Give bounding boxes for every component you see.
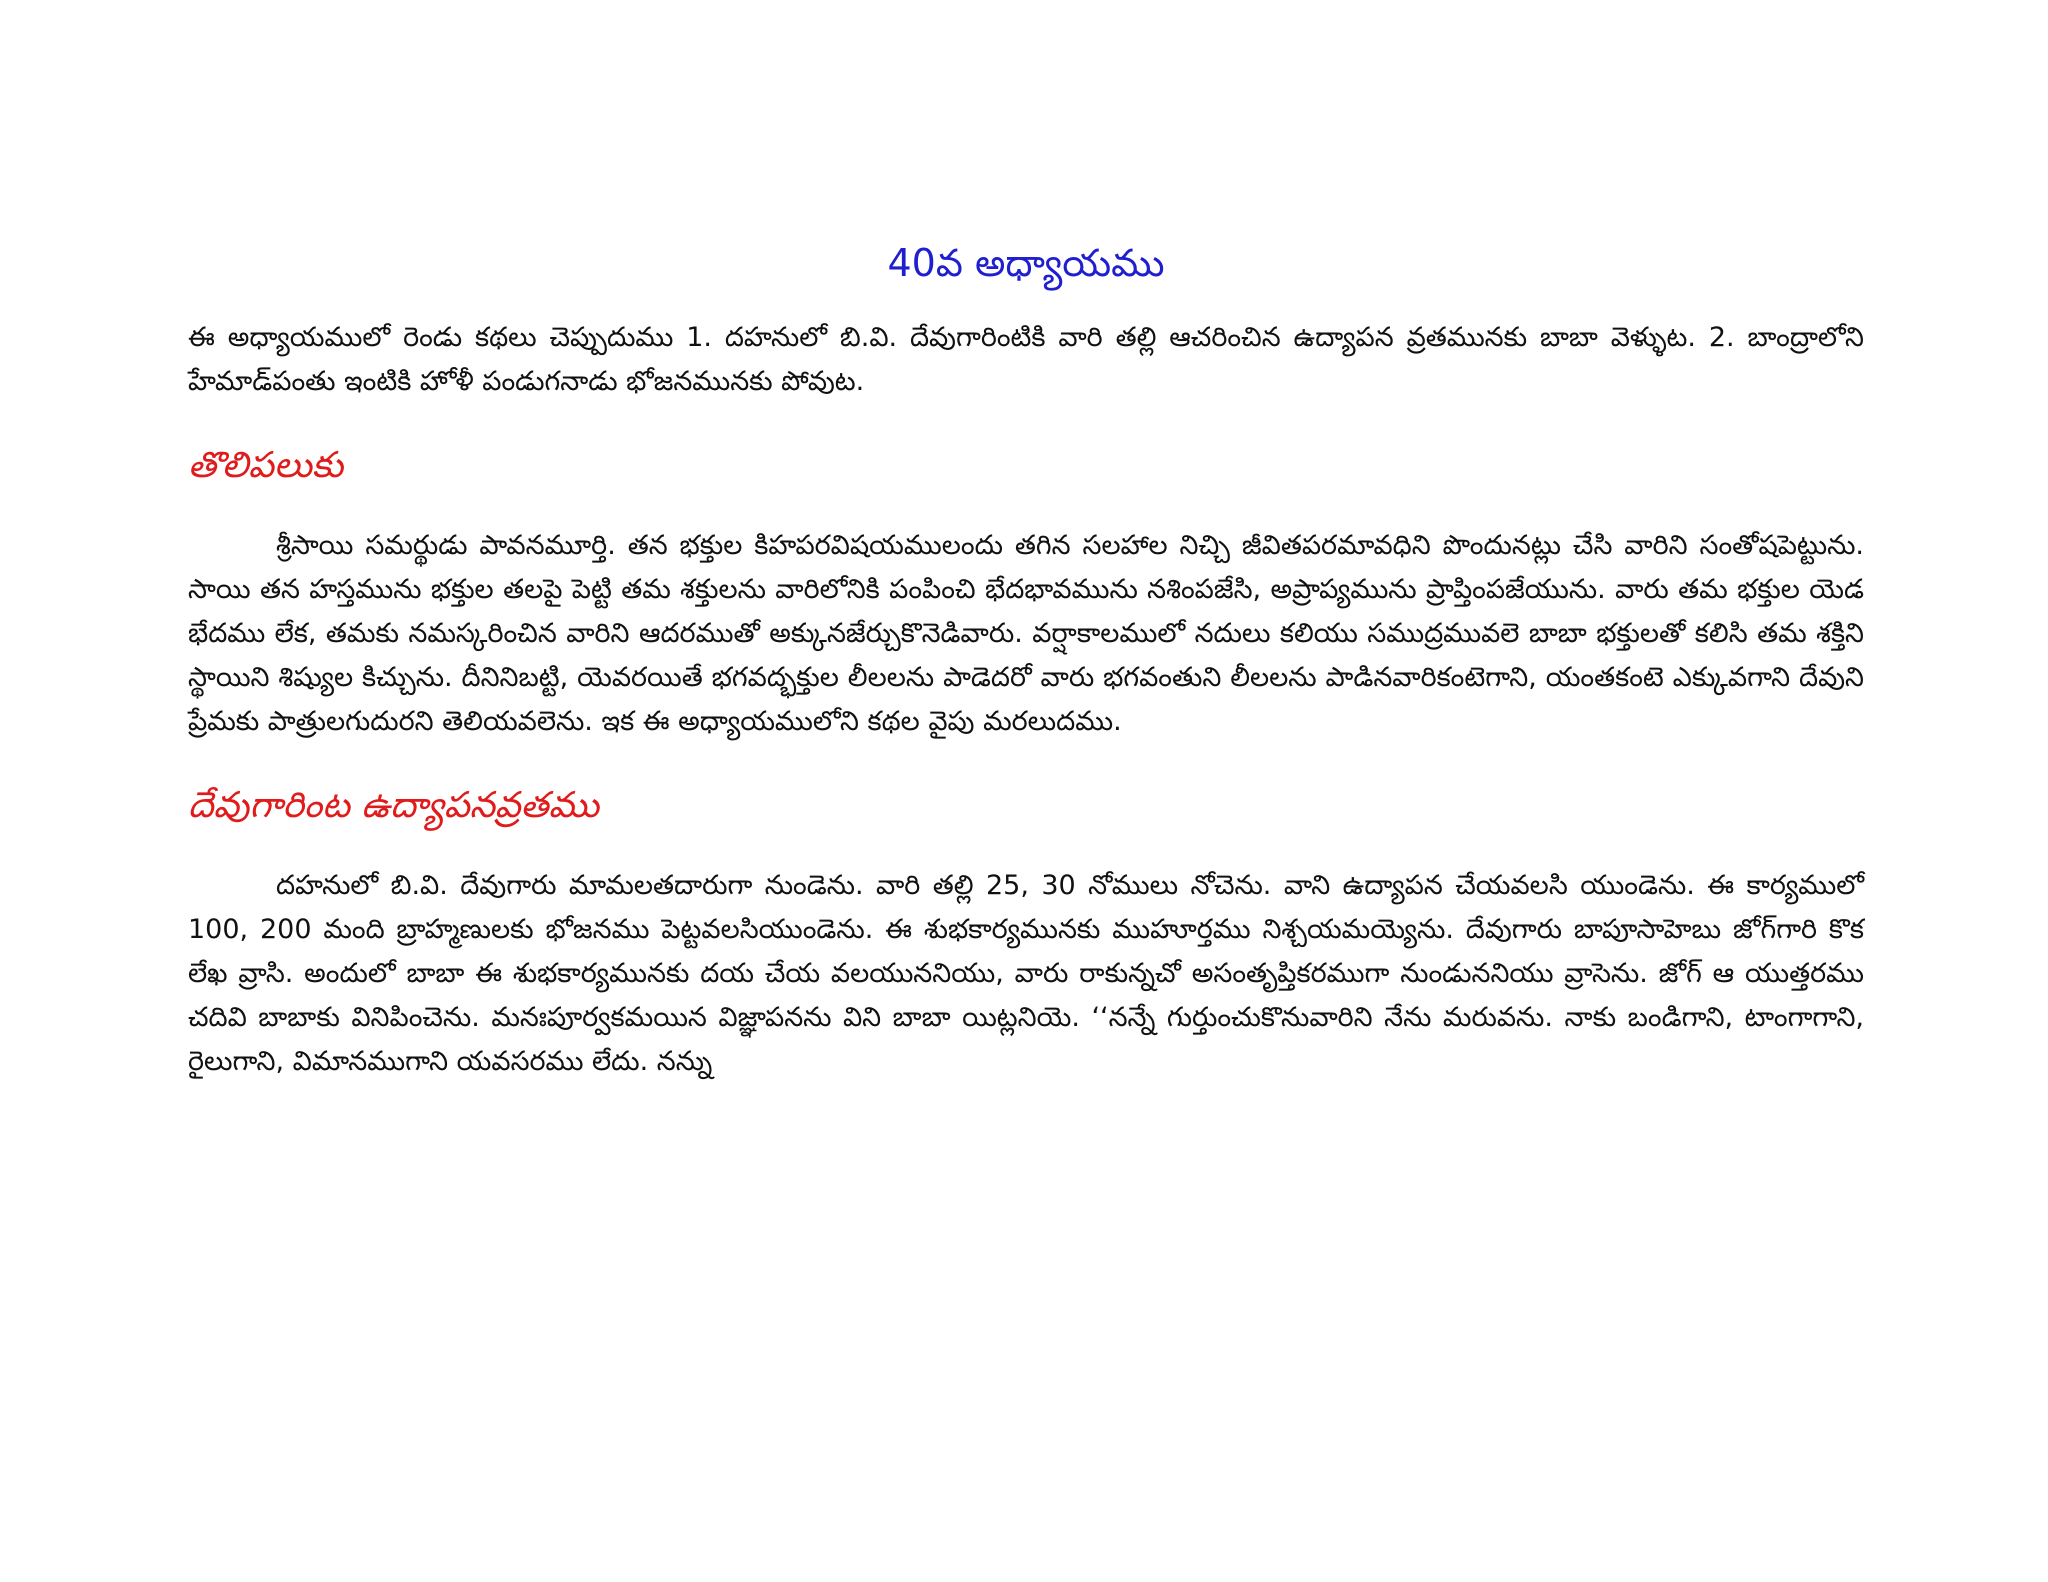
chapter-title: 40వ అధ్యాయము [887, 241, 1165, 285]
section-paragraph-udyapana-vratam: దహనులో బి.వి. దేవుగారు మామలతదారుగా నుండెను. వారి తల్లి 25, 30 నోములు నోచెను. వాని ఉద్యాపన చేయవలసి యుండెను. ఈ కార్యములో 100, 200 మంది బ్రాహ్మణులకు భోజనము పెట్టవలసియుండెను. ఈ శుభకార్యమునకు ముహూర్తము నిశ్చయమయ్యెను. దేవుగారు బాపూసాహెబు జోగ్‌గారి కొక లేఖ వ్రాసి. అందులో బాబా ఈ శుభకార్యమునకు దయ చేయ వలయుననియు, వారు రాకున్నచో అసంతృప్తికరముగా నుండుననియు వ్రాసెను. జోగ్ ఆ యుత్తరము చదివి బాబాకు వినిపించెను. మనఃపూర్వకమయిన విజ్ఞాపనను విని బాబా యిట్లనియె. ‘‘నన్నే గుర్తుంచుకొనువారిని నేను మరువను. నాకు బండిగాని, టాంగాగాని, రైలుగాని, విమానముగాని యవసరము లేదు. నన్ను [188, 870, 1864, 1077]
section-heading-introduction: తొలిపలుకు [188, 445, 344, 486]
section-paragraph-introduction: శ్రీసాయి సమర్థుడు పావనమూర్తి. తన భక్తుల కిహపరవిషయములందు తగిన సలహాల నిచ్చి జీవితపరమావధిని పొందునట్లు చేసి వారిని సంతోషపెట్టును. సాయి తన హస్తమును భక్తుల తలపై పెట్టి తమ శక్తులను వారిలోనికి పంపించి భేదభావమును నశింపజేసి, అప్రాప్యమును ప్రాప్తింపజేయును. వారు తమ భక్తుల యెడ భేదము లేక, తమకు నమస్కరించిన వారిని ఆదరముతో అక్కునజేర్చుకొనెడివారు. వర్షాకాలములో నదులు కలియు సముద్రమువలె బాబా భక్తులతో కలిసి తమ శక్తిని స్థాయిని శిష్యుల కిచ్చును. దీనినిబట్టి, యెవరయితే భగవద్భక్తుల లీలలను పాడెదరో వారు భగవంతుని లీలలను పాడినవారికంటెగాని, యంతకంటె ఎక్కువగాని దేవుని ప్రేమకు పాత్రులగుదురని తెలియవలెను. ఇక ఈ అధ్యాయములోని కథల వైపు మరలుదము. [188, 530, 1864, 737]
document-page [188, 228, 1864, 1084]
section-heading-udyapana-vratam: దేవుగారింట ఉద్యాపనవ్రతము [188, 785, 600, 826]
intro-paragraph: ఈ అధ్యాయములో రెండు కథలు చెప్పుదుము 1. దహనులో బి.వి. దేవుగారింటికి వారి తల్లి ఆచరించిన ఉద్యాపన వ్రతమునకు బాబా వెళ్ళుట. 2. బాంద్రాలోని హేమాడ్‌పంతు ఇంటికి హోళీ పండుగనాడు భోజనమునకు పోవుట. [188, 322, 1864, 397]
